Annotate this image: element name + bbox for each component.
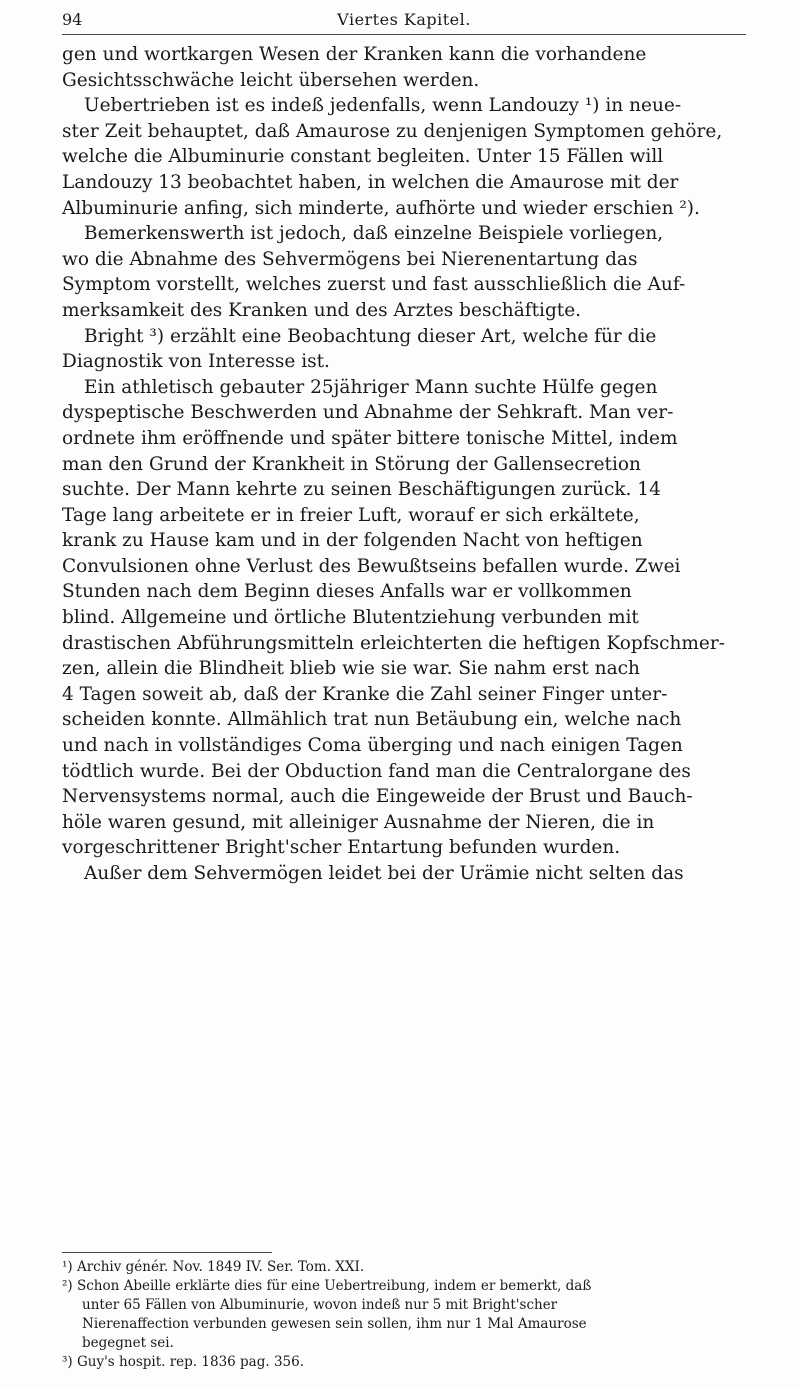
text-line: tödtlich wurde. Bei der Obduction fand man die Centralorgane des (62, 760, 691, 782)
text-line: Nervensystems normal, auch die Eingeweide der Brust und Bauch- (62, 786, 693, 808)
text-line: Tage lang arbeitete er in freier Luft, worauf er sich erkältete, (62, 504, 640, 526)
text-line: Bemerkenswerth ist jedoch, daß einzelne Beispiele vorliegen, (84, 223, 664, 245)
body-text (62, 42, 746, 887)
text-line: ordnete ihm eröffnende und später bittere tonische Mittel, indem (62, 427, 678, 449)
running-head: Viertes Kapitel. (337, 10, 471, 29)
text-line: suchte. Der Mann kehrte zu seinen Beschäftigungen zurück. 14 (62, 479, 661, 501)
text-line: und nach in vollständiges Coma überging und nach einigen Tagen (62, 735, 683, 757)
text-line: dyspeptische Beschwerden und Abnahme der Sehkraft. Man ver- (62, 402, 674, 424)
text-line: Bright ³) erzählt eine Beobachtung dieser Art, welche für die (84, 325, 657, 347)
text-line: Gesichtsschwäche leicht übersehen werden. (62, 69, 480, 91)
footnote-line: ³) Guy's hospit. rep. 1836 pag. 356. (62, 1354, 305, 1370)
footnote-line: begegnet sei. (82, 1335, 174, 1351)
text-line: ster Zeit behauptet, daß Amaurose zu denjenigen Symptomen gehöre, (62, 120, 723, 142)
text-line: Diagnostik von Interesse ist. (62, 351, 330, 373)
text-line: Außer dem Sehvermögen leidet bei der Urämie nicht selten das (84, 863, 684, 884)
page-number: 94 (62, 10, 83, 29)
footnote-line: Nierenaffection verbunden gewesen sein sollen, ihm nur 1 Mal Amaurose (82, 1316, 587, 1332)
page-header (62, 10, 746, 36)
text-line: krank zu Hause kam und in der folgenden Nacht von heftigen (62, 530, 643, 552)
text-line: Symptom vorstellt, welches zuerst und fast ausschließlich die Auf- (62, 274, 686, 296)
text-line: welche die Albuminurie constant begleiten. Unter 15 Fällen will (62, 146, 664, 168)
text-line: drastischen Abführungsmitteln erleichterten die heftigen Kopfschmer- (62, 632, 725, 654)
header-rule (62, 34, 746, 35)
text-line: man den Grund der Krankheit in Störung der Gallensecretion (62, 453, 641, 475)
text-line: Uebertrieben ist es indeß jedenfalls, wenn Landouzy ¹) in neue- (84, 95, 682, 117)
text-line: Convulsionen ohne Verlust des Bewußtseins befallen wurde. Zwei (62, 555, 681, 577)
text-line: 4 Tagen soweit ab, daß der Kranke die Zahl seiner Finger unter- (62, 683, 668, 705)
text-line: wo die Abnahme des Sehvermögens bei Nierenentartung das (62, 248, 638, 270)
footnote-line: ²) Schon Abeille erklärte dies für eine Uebertreibung, indem er bemerkt, daß (62, 1278, 592, 1294)
text-line: zen, allein die Blindheit blieb wie sie war. Sie nahm erst nach (62, 658, 640, 680)
footnotes (62, 1258, 752, 1372)
text-line: vorgeschrittener Bright'scher Entartung befunden wurden. (62, 837, 621, 859)
text-line: höle waren gesund, mit alleiniger Ausnahme der Nieren, die in (62, 811, 655, 833)
footnote-rule (62, 1252, 272, 1253)
text-line: Albuminurie anfing, sich minderte, aufhörte und wieder erschien ²). (62, 197, 700, 219)
text-line: Landouzy 13 beobachtet haben, in welchen die Amaurose mit der (62, 171, 679, 193)
text-line: merksamkeit des Kranken und des Arztes beschäftigte. (62, 299, 582, 321)
text-line: Ein athletisch gebauter 25jähriger Mann suchte Hülfe gegen (84, 376, 658, 398)
text-line: scheiden konnte. Allmählich trat nun Betäubung ein, welche nach (62, 709, 682, 731)
text-line: Stunden nach dem Beginn dieses Anfalls war er vollkommen (62, 581, 632, 603)
text-line: gen und wortkargen Wesen der Kranken kann die vorhandene (62, 44, 647, 65)
footnote-line: unter 65 Fällen von Albuminurie, wovon indeß nur 5 mit Bright'scher (82, 1297, 558, 1313)
footnote-line: ¹) Archiv génér. Nov. 1849 IV. Ser. Tom. XXI. (62, 1259, 365, 1275)
text-line: blind. Allgemeine und örtliche Blutentziehung verbunden mit (62, 607, 639, 629)
